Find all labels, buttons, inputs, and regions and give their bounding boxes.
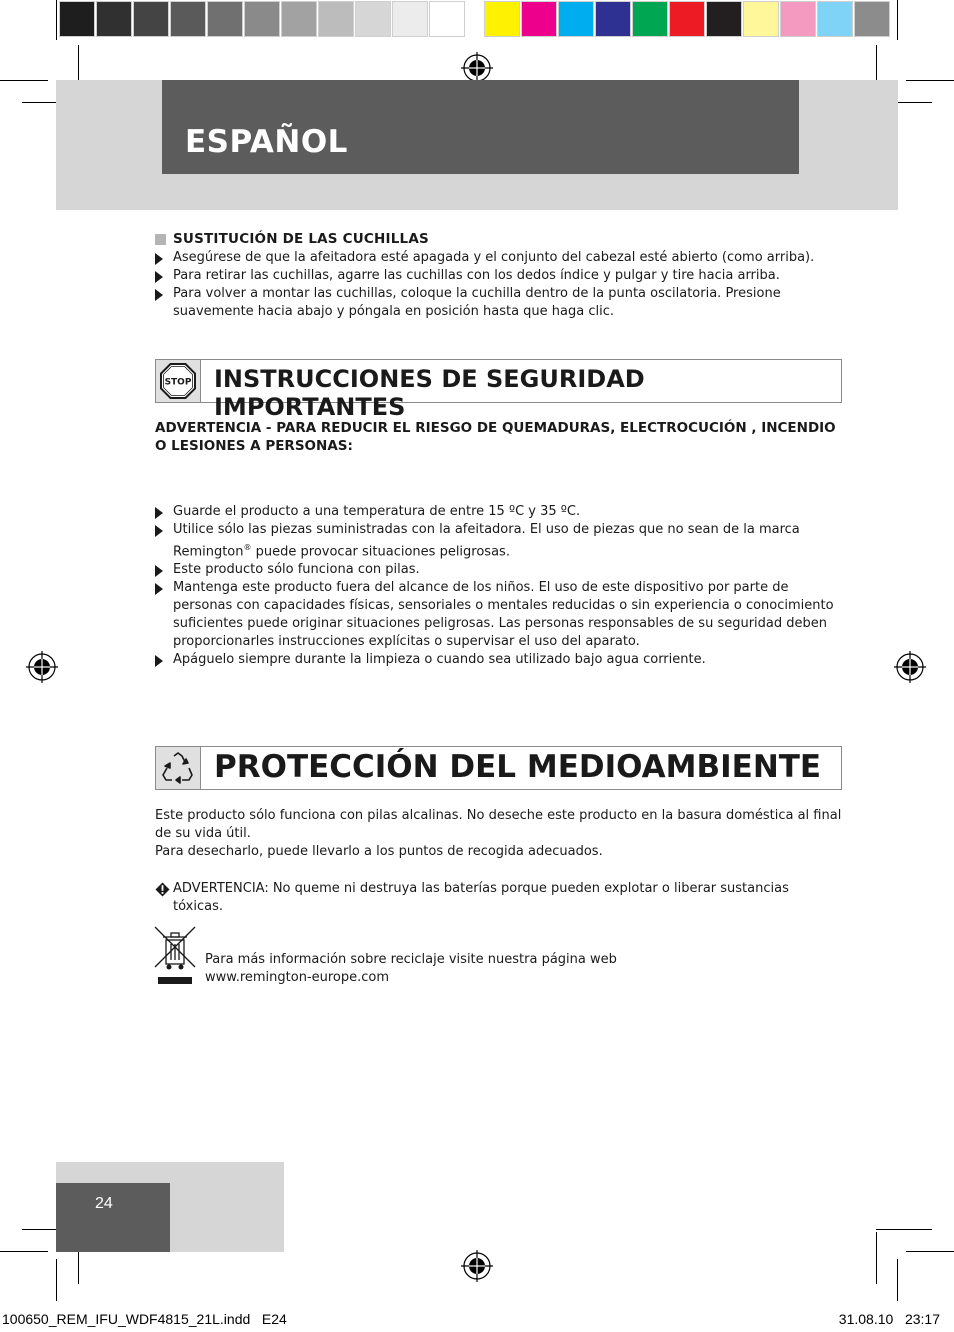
color-swatch <box>817 1 853 37</box>
color-swatch <box>170 1 206 37</box>
website-link[interactable]: www.remington-europe.com <box>205 970 390 985</box>
color-swatch <box>484 1 520 37</box>
blades-heading <box>155 230 429 248</box>
color-swatch <box>355 1 391 37</box>
list-item: Para volver a montar las cuchillas, coloque la cuchilla dentro de la punta oscilatoria. Presione suavemente hacia abajo y póngala en posición hasta que haga clic. <box>155 285 845 321</box>
page-number: 24 <box>95 1195 113 1212</box>
grey-swatch-bar <box>59 1 466 37</box>
blades-list <box>155 249 845 321</box>
triangle-bullet-icon <box>155 565 163 577</box>
battery-warning: ADVERTENCIA: No queme ni destruya las baterías porque pueden explotar o liberar sustancias tóxicas. <box>155 880 815 916</box>
registration-mark-left <box>26 651 58 683</box>
environment-paragraph-1: Este producto sólo funciona con pilas alcalinas. No deseche este producto en la basura doméstica al final de su vida útil. <box>155 808 842 841</box>
registration-mark-right <box>894 651 926 683</box>
square-bullet-icon <box>155 234 166 245</box>
color-swatch <box>133 1 169 37</box>
color-swatch <box>743 1 779 37</box>
weee-crossed-bin-icon <box>154 926 196 988</box>
triangle-bullet-icon <box>155 583 163 595</box>
color-swatch <box>59 1 95 37</box>
color-swatch <box>854 1 890 37</box>
color-swatch <box>281 1 317 37</box>
list-item: Utilice sólo las piezas suministradas con la afeitadora. El uso de piezas que no sean de la marca Remington® puede provocar situaciones peligrosas. <box>155 521 845 561</box>
list-item: Para retirar las cuchillas, agarre las cuchillas con los dedos índice y pulgar y tire hacia arriba. <box>155 267 845 285</box>
list-item: Este producto sólo funciona con pilas. <box>155 561 845 579</box>
page-title: ESPAÑOL <box>185 124 348 160</box>
triangle-bullet-icon <box>155 253 163 265</box>
safety-warning: ADVERTENCIA - PARA REDUCIR EL RIESGO DE QUEMADURAS, ELECTROCUCIÓN , INCENDIO O LESIONES A PERSONAS: <box>155 420 836 454</box>
recycle-icon <box>160 750 196 786</box>
recycle-info: Para más información sobre reciclaje visite nuestra página web www.remington-europe.com <box>205 952 617 985</box>
triangle-bullet-icon <box>155 271 163 283</box>
color-swatch <box>595 1 631 37</box>
registration-mark-bottom <box>461 1250 493 1282</box>
environment-title: PROTECCIÓN DEL MEDIOAMBIENTE <box>214 749 822 785</box>
color-swatch <box>632 1 668 37</box>
color-swatch <box>392 1 428 37</box>
color-swatch <box>521 1 557 37</box>
triangle-bullet-icon <box>155 289 163 301</box>
safety-section-header <box>155 359 842 421</box>
color-swatch <box>244 1 280 37</box>
color-swatch <box>558 1 594 37</box>
safety-list <box>155 503 845 669</box>
page-number-box <box>56 1183 170 1252</box>
stop-sign-icon <box>159 362 197 400</box>
environment-section-header <box>155 746 842 790</box>
file-slug: 100650_REM_IFU_WDF4815_21L.indd E24 <box>2 1311 287 1327</box>
color-swatch-bar <box>484 1 891 37</box>
color-swatch <box>780 1 816 37</box>
blades-heading-text: SUSTITUCIÓN DE LAS CUCHILLAS <box>173 231 429 247</box>
svg-text:STOP: STOP <box>164 377 192 388</box>
date-slug: 31.08.10 23:17 <box>838 1311 940 1327</box>
color-swatch <box>429 1 465 37</box>
environment-paragraph-2: Para desecharlo, puede llevarlo a los puntos de recogida adecuados. <box>155 844 603 859</box>
color-swatch <box>318 1 354 37</box>
list-item: Mantenga este producto fuera del alcance de los niños. El uso de este dispositivo por parte de personas con capacidades físicas, sensoriales o mentales reducidas o sin experiencia o conocimiento suficientes puede originar situaciones peligrosas. Las personas responsables de su seguridad deben proporcionarles instrucciones explícitas o supervisar el uso del aparato. <box>155 579 845 651</box>
list-item: Guarde el producto a una temperatura de entre 15 ºC y 35 ºC. <box>155 503 845 521</box>
safety-title: INSTRUCCIONES DE SEGURIDAD IMPORTANTES <box>214 365 645 421</box>
triangle-bullet-icon <box>155 507 163 519</box>
triangle-bullet-icon <box>155 655 163 667</box>
color-swatch <box>207 1 243 37</box>
list-item: Apáguelo siempre durante la limpieza o cuando sea utilizado bajo agua corriente. <box>155 651 845 669</box>
color-swatch <box>706 1 742 37</box>
list-item: Asegúrese de que la afeitadora esté apagada y el conjunto del cabezal esté abierto (como arriba). <box>155 249 845 267</box>
color-swatch <box>96 1 132 37</box>
color-swatch <box>669 1 705 37</box>
warning-icon <box>155 882 170 897</box>
triangle-bullet-icon <box>155 525 163 537</box>
